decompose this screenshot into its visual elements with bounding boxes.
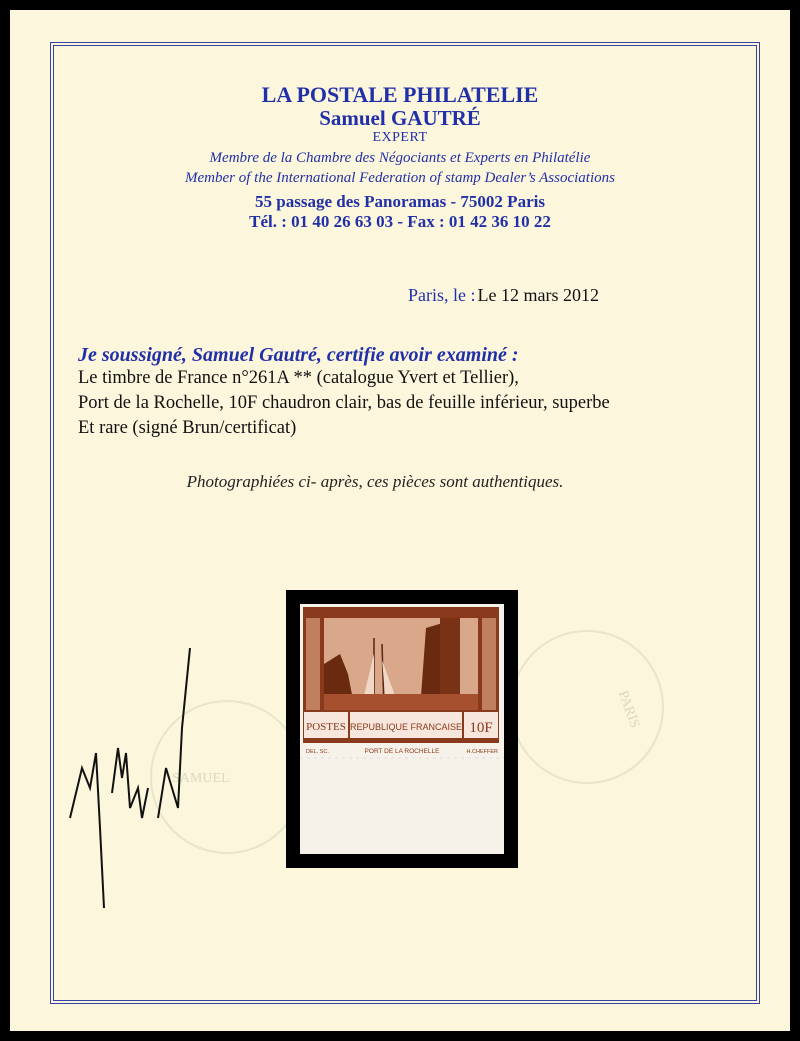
phone-fax: Tél. : 01 40 26 63 03 - Fax : 01 42 36 10 22 bbox=[249, 212, 551, 231]
stamp bbox=[300, 604, 504, 854]
description-line-2: Port de la Rochelle, 10F chaudron clair, bas de feuille inférieur, superbe bbox=[78, 393, 610, 413]
date-value: Le 12 mars 2012 bbox=[477, 285, 599, 305]
seal-text-left: SAMUEL bbox=[172, 771, 230, 786]
description-line-3: Et rare (signé Brun/certificat) bbox=[78, 418, 297, 438]
date-label: Paris, le : bbox=[408, 285, 476, 305]
authenticity-statement: Photographiées ci- après, ces pièces sont authentiques. bbox=[186, 472, 564, 491]
seal-text-right: PARIS bbox=[614, 688, 643, 731]
membership-en: Member of the International Federation of stamp Dealer’s Associations bbox=[185, 170, 615, 186]
address: 55 passage des Panoramas - 75002 Paris bbox=[255, 192, 545, 211]
embossed-seal-right bbox=[510, 630, 664, 784]
stamp-postes: POSTES bbox=[306, 721, 346, 733]
certificate-sheet bbox=[10, 10, 790, 1031]
stamp-caption: PORT DE LA ROCHELLE bbox=[364, 748, 440, 755]
expert-title: EXPERT bbox=[372, 130, 428, 145]
stamp-designer: DEL. SC. bbox=[306, 749, 329, 755]
description-line-1: Le timbre de France n°261A ** (catalogue Yvert et Tellier), bbox=[78, 368, 519, 388]
membership-fr: Membre de la Chambre des Négociants et Experts en Philatélie bbox=[209, 150, 591, 166]
company-name: LA POSTALE PHILATELIE bbox=[261, 82, 539, 107]
stamp-country: REPUBLIQUE FRANCAISE bbox=[349, 722, 463, 732]
expert-name: Samuel GAUTRÉ bbox=[319, 106, 481, 130]
stamp-photo-mount bbox=[286, 590, 518, 868]
signature bbox=[60, 638, 210, 918]
date-line bbox=[408, 285, 599, 306]
stamp-engraver: H.CHEFFER bbox=[466, 749, 498, 755]
stamp-value: 10F bbox=[469, 720, 493, 736]
stamp-image bbox=[300, 604, 504, 854]
certification-statement: Je soussigné, Samuel Gautré, certifie avoir examiné : bbox=[78, 344, 519, 366]
